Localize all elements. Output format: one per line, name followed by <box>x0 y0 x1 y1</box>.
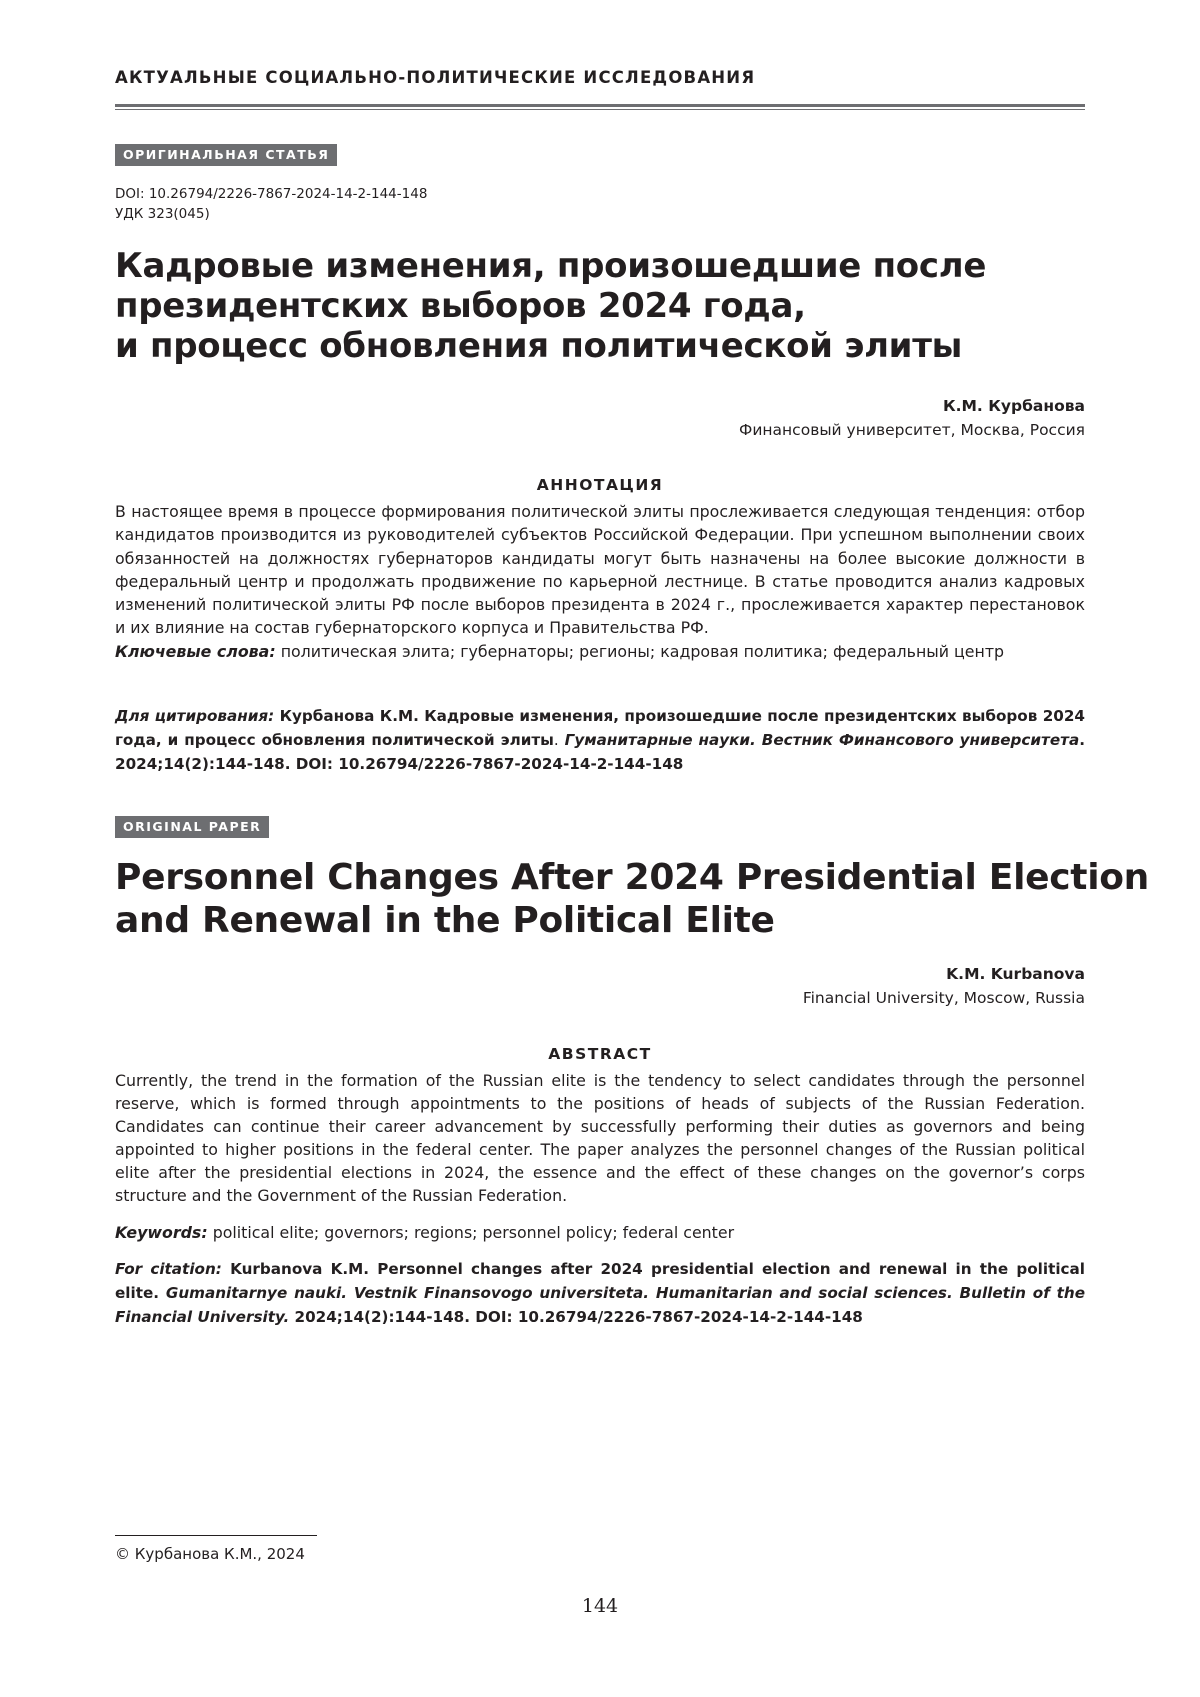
abstract-en: Currently, the trend in the formation of the Russian elite is the tendency to select candidates through the personnel reserve, which is formed through appointments to the positions of heads of subjects of the Russian Federation. Candidates can continue their career advancement by successfully performing their duties as governors and being appointed to higher positions in the federal center. The paper analyzes the personnel changes of the Russian political elite after the presidential elections in 2024, the essence and the effect of these changes on the governor’s corps structure and the Government of the Russian Federation. <box>115 1069 1085 1207</box>
abstract-ru: В настоящее время в процессе формирования политической элиты прослеживается следующая тенденция: отбор кандидатов производится из руководителей субъектов Российской Федерации. При успешном выполнении своих обязанностей на должностях губернаторов кандидаты могут быть назначены на более высокие должности в федеральный центр и продолжать продвижение по карьерной лестнице. В статье проводится анализ кадровых изменений политической элиты РФ после выборов президента в 2024 г., прослеживается характер перестановок и их влияние на состав губернаторского корпуса и Правительства РФ. <box>115 500 1085 640</box>
keywords-ru <box>115 640 1085 663</box>
citation-main-en: Kurbanova K.M. Personnel changes after 2024 presidential election and renewal in the political elite. <box>115 1260 1085 1302</box>
citation-end-en: 2024;14(2):144-148. DOI: 10.26794/2226-7867-2024-14-2-144-148 <box>295 1308 863 1326</box>
keywords-text-en: political elite; governors; regions; personnel policy; federal center <box>213 1223 734 1242</box>
title-line-1: Кадровые изменения, произошедшие после <box>115 246 986 286</box>
citation-sep-ru: . <box>554 731 559 749</box>
article-title-en <box>115 856 1149 942</box>
citation-label-en: For citation: <box>115 1260 222 1278</box>
keywords-label-ru: Ключевые слова: <box>115 642 276 661</box>
page-number: 144 <box>0 1595 1200 1617</box>
title-en-line-2: and Renewal in the Political Elite <box>115 899 1149 942</box>
udc-code: УДК 323(045) <box>115 204 210 224</box>
citation-journal-en: Gumanitarnye nauki. Vestnik Finansovogo universiteta. Humanitarian and social sciences. Bulletin of the Financial University. <box>115 1284 1085 1326</box>
author-en: K.M. Kurbanova <box>946 962 1085 987</box>
abstract-heading-ru: АННОТАЦИЯ <box>115 476 1085 494</box>
abstract-heading-en: ABSTRACT <box>115 1045 1085 1063</box>
title-line-3: и процесс обновления политической элиты <box>115 326 986 366</box>
header-rule-thick <box>115 104 1085 107</box>
footnote-rule <box>115 1535 317 1536</box>
citation-en <box>115 1257 1085 1329</box>
citation-end-ru: . 2024;14(2):144-148. DOI: 10.26794/2226-7867-2024-14-2-144-148 <box>115 731 1085 773</box>
author-ru: К.М. Курбанова <box>943 394 1085 419</box>
article-title-ru <box>115 246 986 366</box>
journal-section-title: АКТУАЛЬНЫЕ СОЦИАЛЬНО-ПОЛИТИЧЕСКИЕ ИССЛЕДОВАНИЯ <box>115 68 755 87</box>
doi-ru: DOI: 10.26794/2226-7867-2024-14-2-144-148 <box>115 184 427 204</box>
affiliation-en: Financial University, Moscow, Russia <box>803 986 1085 1011</box>
copyright-note: © Курбанова К.М., 2024 <box>115 1545 305 1563</box>
citation-label-ru: Для цитирования: <box>115 707 274 725</box>
keywords-en <box>115 1221 1085 1244</box>
title-line-2: президентских выборов 2024 года, <box>115 286 986 326</box>
title-en-line-1: Personnel Changes After 2024 Presidential Election <box>115 856 1149 899</box>
citation-journal-ru: Гуманитарные науки. Вестник Финансового университета <box>565 731 1080 749</box>
affiliation-ru: Финансовый университет, Москва, Россия <box>739 418 1085 443</box>
citation-main-ru: Курбанова К.М. Кадровые изменения, произошедшие после президентских выборов 2024 года, и процесс обновления политической элиты <box>115 707 1085 749</box>
header-rule-thin <box>115 109 1085 110</box>
citation-ru <box>115 704 1085 776</box>
original-article-badge-ru: ОРИГИНАЛЬНАЯ СТАТЬЯ <box>115 144 337 166</box>
keywords-label-en: Keywords: <box>115 1223 208 1242</box>
keywords-text-ru: политическая элита; губернаторы; регионы; кадровая политика; федеральный центр <box>281 642 1004 661</box>
original-paper-badge-en: ORIGINAL PAPER <box>115 816 269 838</box>
